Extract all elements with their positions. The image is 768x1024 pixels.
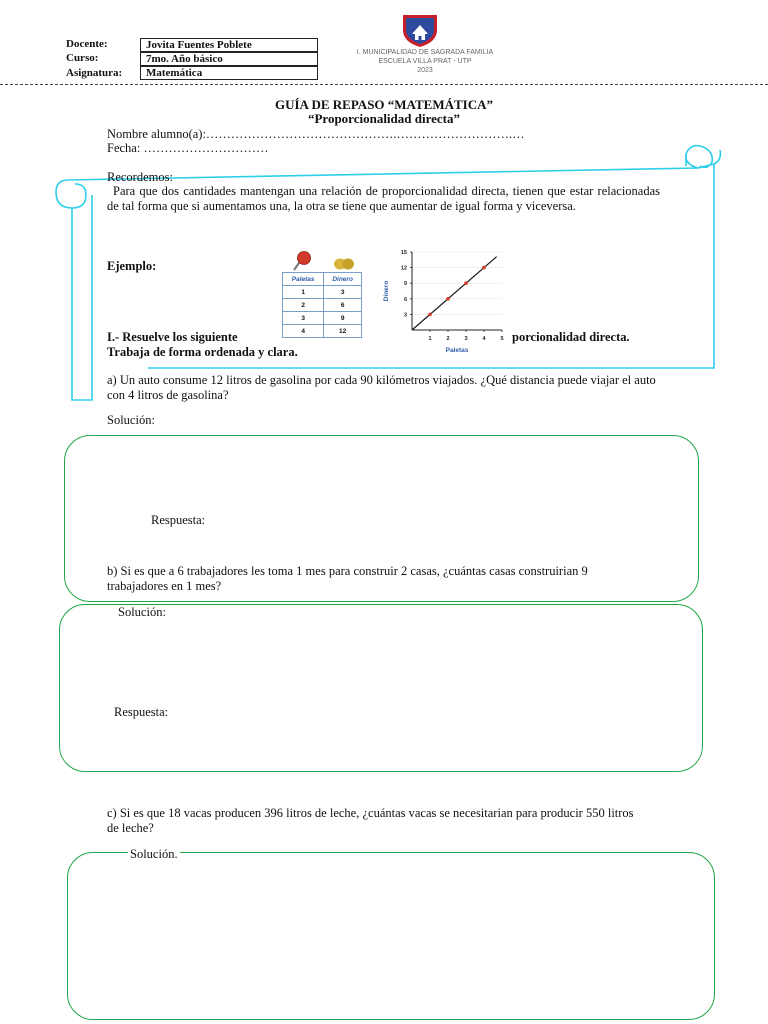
problem-a-text: a) Un auto consume 12 litros de gasolina por cada 90 kilómetros viajados. ¿Qué distancia puede viajar el auto con 4 litros de gasolina?	[107, 373, 656, 402]
chart-y-tick-label: 12	[400, 265, 407, 272]
problem-b-answer-label: Respuesta:	[114, 705, 169, 719]
problem-a-solution-label: Solución:	[107, 413, 155, 427]
school-line-1: I. MUNICIPALIDAD DE SAGRADA FAMILIA	[356, 49, 494, 56]
school-line-2: ESCUELA VILLA PRAT - UTP	[378, 58, 472, 65]
problem-c-text: c) Si es que 18 vacas producen 396 litros de leche, ¿cuántas vacas se necesitarian para producir 550 litros de leche?	[107, 806, 634, 835]
chart-x-tick-label: 2	[446, 336, 450, 342]
problem-b-text: b) Si es que a 6 trabajadores les toma 1 mes para construir 2 casas, ¿cuántas casas construirian 9 trabajadores en 1 mes?	[107, 564, 588, 593]
chart-x-tick-label: 4	[482, 336, 486, 342]
table-cell: 9	[324, 312, 362, 325]
table-cell: 1	[283, 286, 324, 299]
table-cell: 12	[324, 325, 362, 338]
table-row	[283, 325, 362, 338]
chart-y-tick-label: 6	[403, 296, 407, 303]
example-chart	[376, 246, 512, 358]
chart-y-label: Dinero	[383, 280, 390, 302]
date-line: Fecha: …………………………	[107, 141, 269, 155]
chart-y-tick-label: 3	[403, 312, 407, 319]
instruction-part-2: porcionalidad directa.	[512, 330, 630, 344]
chart-x-tick-label: 1	[428, 336, 432, 342]
header-divider	[0, 84, 768, 85]
chart-x-tick-label: 3	[464, 336, 468, 342]
coins-icon	[333, 257, 355, 271]
problem-b-answer-box[interactable]	[59, 604, 703, 772]
chart-point	[482, 266, 486, 270]
instruction-part-3: Trabaja de forma ordenada y clara.	[107, 345, 298, 359]
instruction-part-1: I.- Resuelve los siguiente	[107, 330, 238, 344]
chart-point	[428, 313, 432, 317]
table-row	[283, 312, 362, 325]
course-label: Curso:	[66, 52, 99, 64]
page-title: GUÍA DE REPASO “MATEMÁTICA”	[274, 97, 493, 112]
table-row	[283, 299, 362, 312]
problem-c-answer-box[interactable]	[67, 852, 715, 1020]
chart-point	[464, 281, 468, 285]
teacher-label: Docente:	[66, 38, 108, 50]
problem-b-solution-label: Solución:	[118, 605, 166, 619]
table-row	[283, 286, 362, 299]
table-cell: 2	[283, 299, 324, 312]
problem-c-solution-label: Solución.	[130, 847, 178, 861]
reminder-text: Para que dos cantidades mantengan una relación de proporcionalidad directa, tienen que estar relacionadas de tal forma que si aumentamos una, la otra se tiene que aumentar de igual forma y viceversa.	[107, 184, 660, 213]
reminder-heading: Recordemos:	[107, 170, 173, 184]
example-label: Ejemplo:	[107, 259, 157, 273]
chart-y-tick-label: 15	[400, 250, 407, 256]
course-value: 7mo. Año básico	[140, 52, 318, 66]
chart-y-tick-label: 9	[403, 281, 407, 288]
chart-x-tick-label: 5	[500, 336, 504, 342]
table-cell: 4	[283, 325, 324, 338]
lollipop-icon	[291, 250, 313, 272]
page-subtitle: “Proporcionalidad directa”	[307, 111, 461, 126]
student-name-line: Nombre alumno(a):……………………………………….……………………….…	[107, 127, 525, 141]
subject-value: Matemática	[140, 66, 318, 80]
subject-label: Asignatura:	[66, 67, 123, 79]
table-cell: 6	[324, 299, 362, 312]
school-line-3: 2023	[417, 67, 433, 74]
chart-point	[446, 297, 450, 301]
problem-a-answer-label: Respuesta:	[151, 513, 206, 527]
teacher-value: Jovita Fuentes Poblete	[140, 38, 318, 52]
table-header-dinero: Dinero	[324, 273, 362, 286]
table-cell: 3	[283, 312, 324, 325]
table-cell: 3	[324, 286, 362, 299]
chart-x-label: Paletas	[445, 347, 469, 354]
school-logo	[399, 12, 441, 48]
table-header-paletas: Paletas	[283, 273, 324, 286]
example-table	[282, 272, 362, 338]
